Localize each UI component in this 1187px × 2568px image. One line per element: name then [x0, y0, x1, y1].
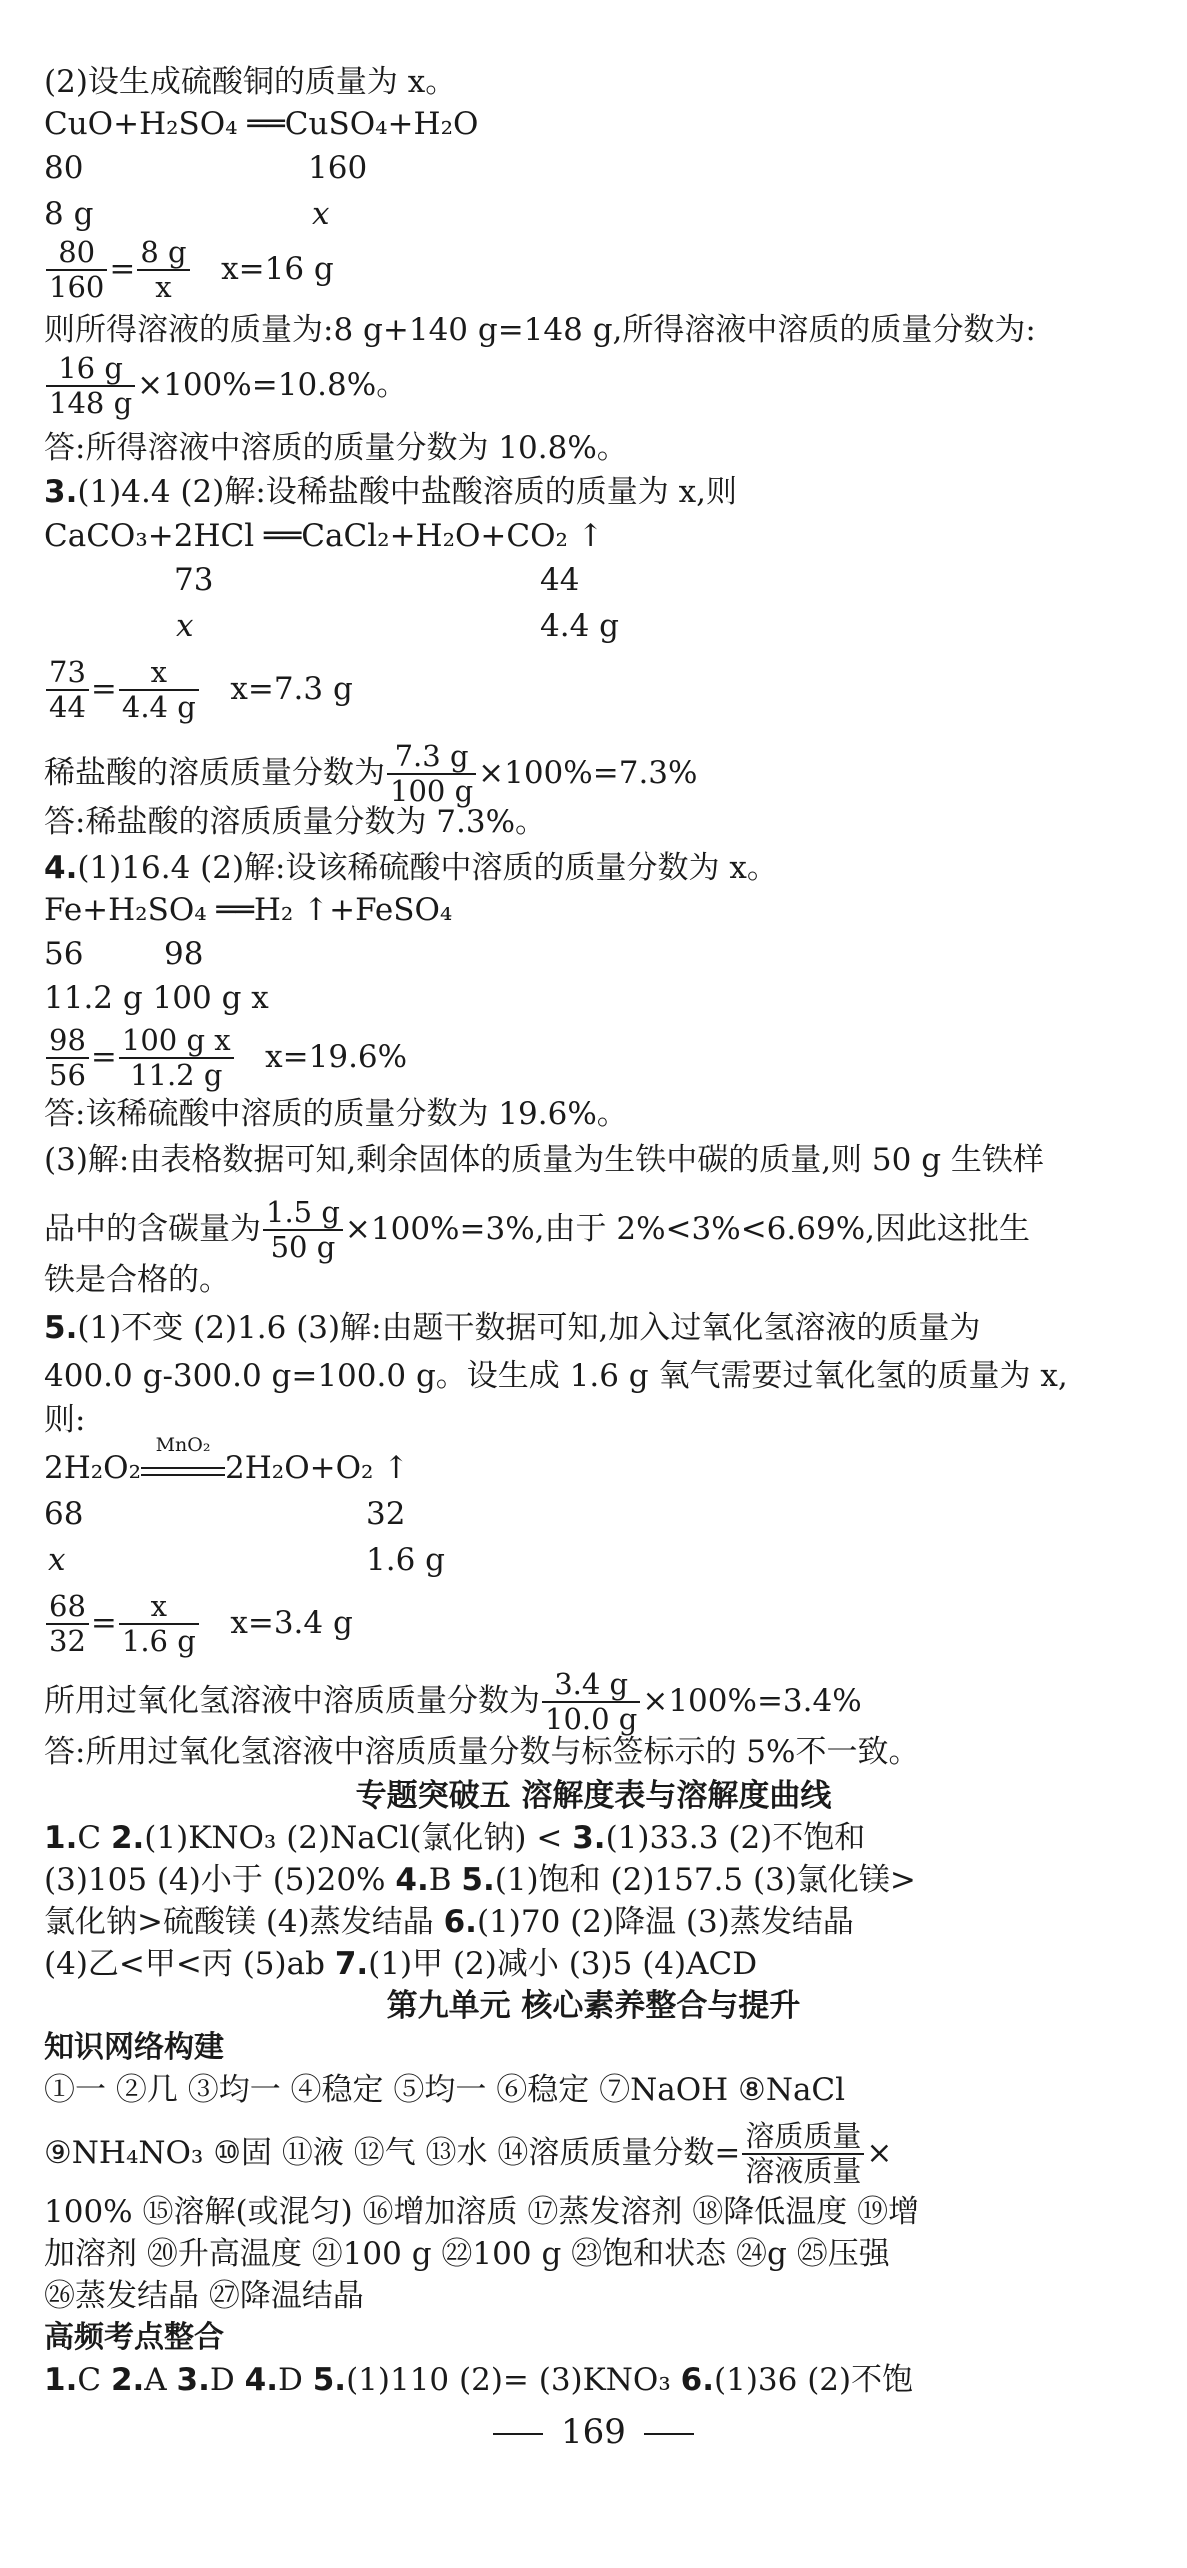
page-number: 169: [0, 2412, 1187, 2452]
q5-mass-1: 68: [44, 1496, 84, 1532]
q5-equation: 2H₂O₂ MnO₂ 2H₂O+O₂ ↑: [44, 1433, 410, 1486]
sec5-line4: (4)乙<甲<丙 (5)ab 7.(1)甲 (2)减小 (3)5 (4)ACD: [44, 1946, 758, 1982]
q4-part3-line2: 品中的含碳量为 $\frac{1.5 g}{50 g}$ ×100%=3%,由于 2%<3%<6.69%,因此这批生: [44, 1195, 1031, 1265]
fraction: $\frac{73}{44}$: [46, 656, 89, 725]
q3-answer: 答:稀盐酸的溶质质量分数为 7.3%。: [44, 804, 547, 840]
q5-ratio: $\frac{68}{32}$ = $\frac{x}{1.6 g}$ x=3.4 g: [44, 1590, 353, 1659]
q3-fraction-line: 稀盐酸的溶质质量分数为 $\frac{7.3 g}{100 g}$ ×100%=7.3%: [44, 739, 698, 809]
q2-given-1: 8 g: [44, 196, 94, 232]
q2-given-2: x: [312, 196, 330, 232]
q2-ratio: $\frac{80}{160}$ = $\frac{8 g}{x}$ x=16 g: [44, 236, 334, 305]
q2-fraction-line: $\frac{16 g}{148 g}$ ×100%=10.8%。: [44, 352, 407, 421]
q4-part3-line1: (3)解:由表格数据可知,剩余固体的质量为生铁中碳的质量,则 50 g 生铁样: [44, 1142, 1044, 1178]
q2-mass-2: 160: [308, 150, 368, 186]
q4-mass-1: 56: [44, 936, 84, 972]
fraction: $\frac{3.4 g}{10.0 g}$: [542, 1668, 640, 1737]
fraction: $\frac{x}{4.4 g}$: [119, 656, 199, 725]
q2-intro: (2)设生成硫酸铜的质量为 x。: [44, 64, 457, 100]
q3-intro: 3.(1)4.4 (2)解:设稀盐酸中盐酸溶质的质量为 x,则: [44, 474, 737, 510]
q3-ratio: $\frac{73}{44}$ = $\frac{x}{4.4 g}$ x=7.3 g: [44, 656, 353, 725]
q5-mass-2: 32: [366, 1496, 406, 1532]
reaction-equals-sign: MnO₂: [141, 1455, 225, 1485]
q5-given-2: 1.6 g: [366, 1542, 445, 1578]
q4-mass-2: 98: [164, 936, 204, 972]
q2-answer: 答:所得溶液中溶质的质量分数为 10.8%。: [44, 430, 628, 466]
subheading-high-frequency: 高频考点整合: [44, 2320, 224, 2355]
q3-mass-2: 44: [540, 562, 580, 598]
sec5-line3: 氯化钠>硫酸镁 (4)蒸发结晶 6.(1)70 (2)降温 (3)蒸发结晶: [44, 1904, 854, 1940]
q5-line3: 则:: [44, 1402, 86, 1438]
unit9-line4: 加溶剂 ⑳升高温度 ㉑100 g ㉒100 g ㉓饱和状态 ㉔g ㉕压强: [44, 2236, 890, 2272]
fraction: $\frac{68}{32}$: [46, 1590, 89, 1659]
q2-text: 则所得溶液的质量为:8 g+140 g=148 g,所得溶液中溶质的质量分数为:: [44, 312, 1036, 348]
q5-fraction-line: 所用过氧化氢溶液中溶质质量分数为 $\frac{3.4 g}{10.0 g}$ ×100%=3.4%: [44, 1667, 862, 1737]
q3-mass-1: 73: [174, 562, 214, 598]
unit9-line3: 100% ⑮溶解(或混匀) ⑯增加溶质 ⑰蒸发溶剂 ⑱降低温度 ⑲增: [44, 2194, 920, 2230]
sec5-line2: (3)105 (4)小于 (5)20% 4.B 5.(1)饱和 (2)157.5 (3)氯化镁>: [44, 1862, 916, 1898]
section-title-topic5: 专题突破五 溶解度表与溶解度曲线: [355, 1778, 832, 1814]
q2-equation: CuO+H₂SO₄ ══CuSO₄+H₂O: [44, 106, 479, 142]
q5-line1: 5.(1)不变 (2)1.6 (3)解:由题干数据可知,加入过氧化氢溶液的质量为: [44, 1310, 981, 1346]
q4-answer: 答:该稀硫酸中溶质的质量分数为 19.6%。: [44, 1096, 628, 1132]
q5-given-1: x: [48, 1542, 66, 1578]
q4-given: 11.2 g 100 g x: [44, 980, 269, 1016]
fraction: $\frac{\text{溶质质量}}{\text{溶液质量}}$: [742, 2120, 864, 2189]
q4-equation: Fe+H₂SO₄ ══H₂ ↑+FeSO₄: [44, 892, 453, 928]
q3-given-2: 4.4 g: [540, 608, 619, 644]
unit9-line5: ㉖蒸发结晶 ㉗降温结晶: [44, 2278, 364, 2314]
q4-ratio: $\frac{98}{56}$ = $\frac{\text{100 g x}}{11.2 g}$ x=19.6%: [44, 1024, 407, 1093]
q4-intro: 4.(1)16.4 (2)解:设该稀硫酸中溶质的质量分数为 x。: [44, 850, 778, 886]
unit9-line2: ⑨NH₄NO₃ ⑩固 ⑪液 ⑫气 ⑬水 ⑭溶质质量分数= $\frac{\text{溶质质量}}{\text{溶液质量}}$ ×: [44, 2119, 893, 2189]
fraction: $\frac{98}{56}$: [46, 1024, 89, 1093]
q2-mass-1: 80: [44, 150, 84, 186]
fraction: $\frac{1.5 g}{50 g}$: [263, 1196, 343, 1265]
fraction: $\frac{7.3 g}{100 g}$: [387, 740, 476, 809]
fraction: $\frac{x}{1.6 g}$: [119, 1590, 199, 1659]
unit9-line1: ①一 ②几 ③均一 ④稳定 ⑤均一 ⑥稳定 ⑦NaOH ⑧NaCl: [44, 2072, 846, 2108]
section-title-unit9: 第九单元 核心素养整合与提升: [386, 1988, 801, 2024]
q4-part3-line3: 铁是合格的。: [44, 1262, 230, 1298]
q5-line2: 400.0 g-300.0 g=100.0 g。设生成 1.6 g 氧气需要过氧化氢的质量为 x,: [44, 1358, 1068, 1394]
fraction: $\frac{\text{100 g x}}{11.2 g}$: [119, 1024, 234, 1093]
fraction: $\frac{16 g}{148 g}$: [46, 352, 135, 421]
q5-answer: 答:所用过氧化氢溶液中溶质质量分数与标签标示的 5%不一致。: [44, 1734, 920, 1770]
fraction: $\frac{80}{160}$: [46, 236, 107, 305]
subheading-knowledge-network: 知识网络构建: [44, 2030, 224, 2065]
unit9-line6: 1.C 2.A 3.D 4.D 5.(1)110 (2)= (3)KNO₃ 6.(1)36 (2)不饱: [44, 2362, 914, 2398]
sec5-line1: 1.C 2.(1)KNO₃ (2)NaCl(氯化钠) < 3.(1)33.3 (2)不饱和: [44, 1820, 866, 1856]
q3-equation: CaCO₃+2HCl ══CaCl₂+H₂O+CO₂ ↑: [44, 518, 604, 554]
fraction: $\frac{8 g}{x}$: [137, 236, 189, 305]
q3-given-1: x: [176, 608, 194, 644]
